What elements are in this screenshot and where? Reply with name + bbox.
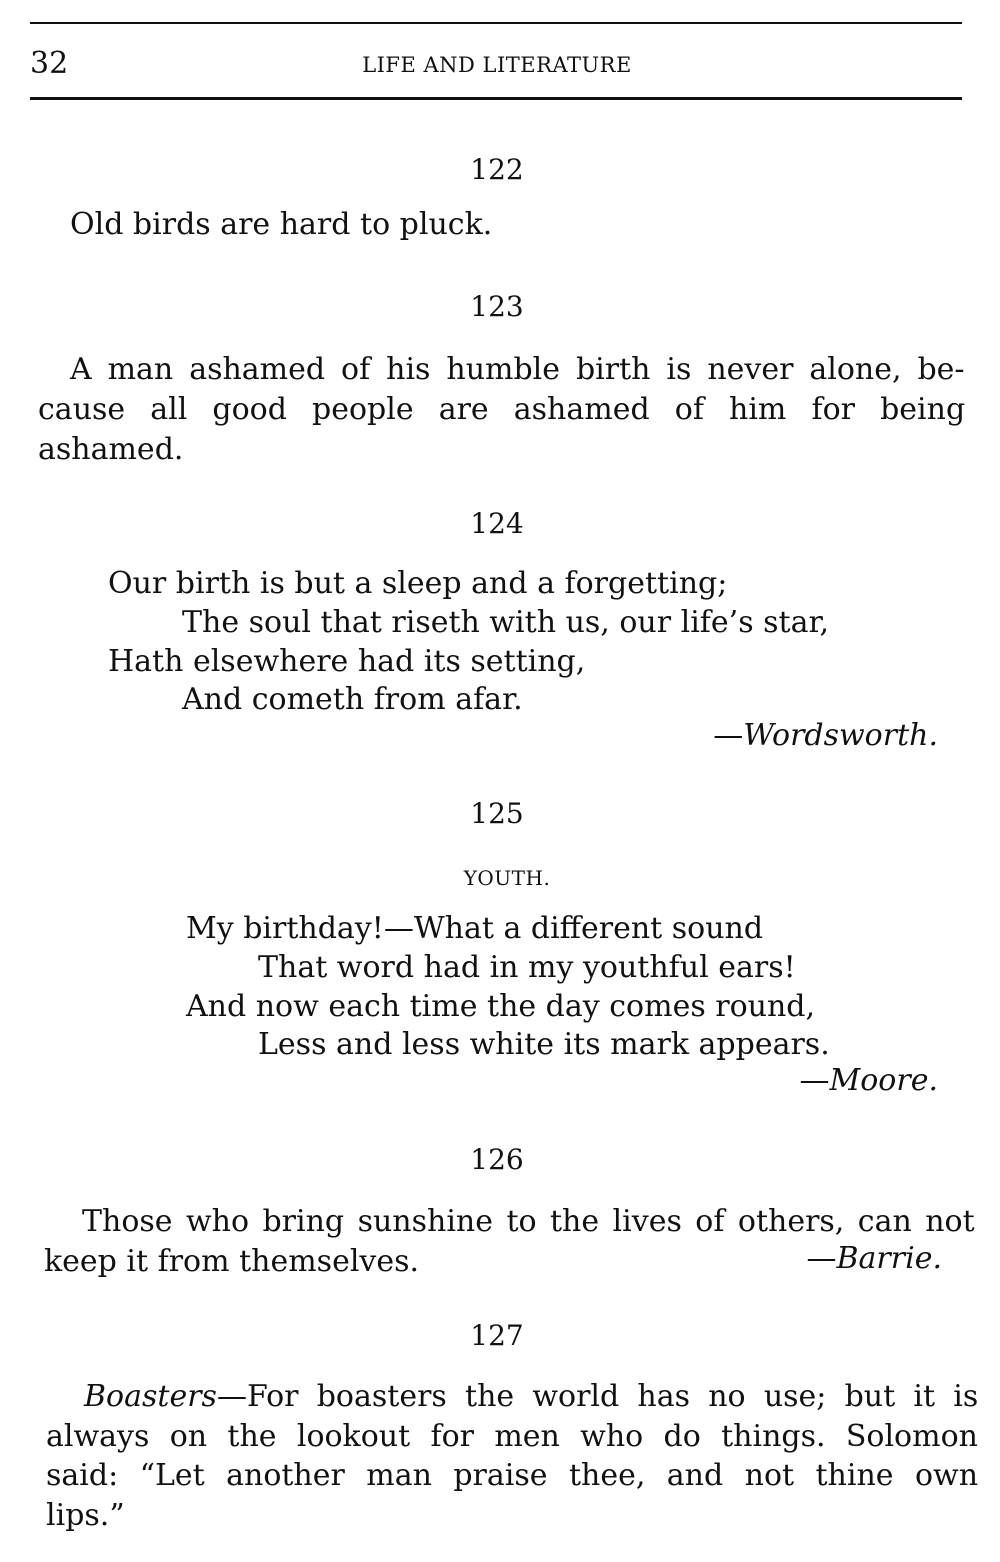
entry-127-lead: Boasters bbox=[84, 1379, 217, 1414]
entry-125-verse-3: And now each time the day comes round, bbox=[186, 989, 816, 1024]
entry-127-line-4: lips.” bbox=[46, 1498, 125, 1533]
entry-number-124: 124 bbox=[470, 507, 524, 540]
entry-125-verse-2: That word had in my youthful ears! bbox=[258, 950, 796, 985]
entry-125-subtitle: YOUTH. bbox=[463, 866, 551, 890]
page-number: 32 bbox=[30, 46, 69, 81]
entry-126-line-1: Those who bring sunshine to the lives of others, can not bbox=[82, 1204, 975, 1239]
entry-123-line-1: A man ashamed of his humble birth is never alone, be- bbox=[70, 352, 965, 387]
header-rule-top bbox=[30, 22, 962, 24]
entry-123-line-2: cause all good people are ashamed of him for being bbox=[38, 392, 966, 427]
entry-125-verse-1: My birthday!—What a different sound bbox=[186, 911, 764, 946]
entry-127-line-3: said: “Let another man praise thee, and not thine own bbox=[46, 1458, 979, 1493]
entry-127-line-1-rest: —For boasters the world has no use; but it is bbox=[216, 1379, 979, 1414]
entry-126-line-2: keep it from themselves. bbox=[44, 1244, 420, 1279]
entry-122-text: Old birds are hard to pluck. bbox=[70, 207, 493, 242]
entry-124-verse-3: Hath elsewhere had its setting, bbox=[108, 644, 586, 679]
entry-number-126: 126 bbox=[470, 1143, 524, 1176]
entry-124-attribution: —Wordsworth. bbox=[713, 718, 938, 753]
entry-124-verse-1: Our birth is but a sleep and a forgetting; bbox=[108, 566, 728, 601]
entry-number-123: 123 bbox=[470, 290, 524, 323]
entry-123-line-3: ashamed. bbox=[38, 432, 184, 467]
entry-127-line-2: always on the lookout for men who do things. Solomon bbox=[46, 1419, 978, 1454]
entry-124-verse-4: And cometh from afar. bbox=[182, 682, 523, 717]
entry-number-122: 122 bbox=[470, 153, 524, 186]
running-title: LIFE AND LITERATURE bbox=[362, 53, 632, 77]
header-rule-bottom bbox=[30, 97, 962, 100]
entry-number-125: 125 bbox=[470, 797, 524, 830]
entry-127-line-1 bbox=[84, 1378, 978, 1416]
entry-126-attribution: —Barrie. bbox=[806, 1241, 942, 1276]
entry-number-127: 127 bbox=[470, 1319, 524, 1352]
entry-124-verse-2: The soul that riseth with us, our life’s star, bbox=[182, 605, 830, 640]
entry-125-verse-4: Less and less white its mark appears. bbox=[258, 1027, 830, 1062]
entry-125-attribution: —Moore. bbox=[799, 1063, 938, 1098]
